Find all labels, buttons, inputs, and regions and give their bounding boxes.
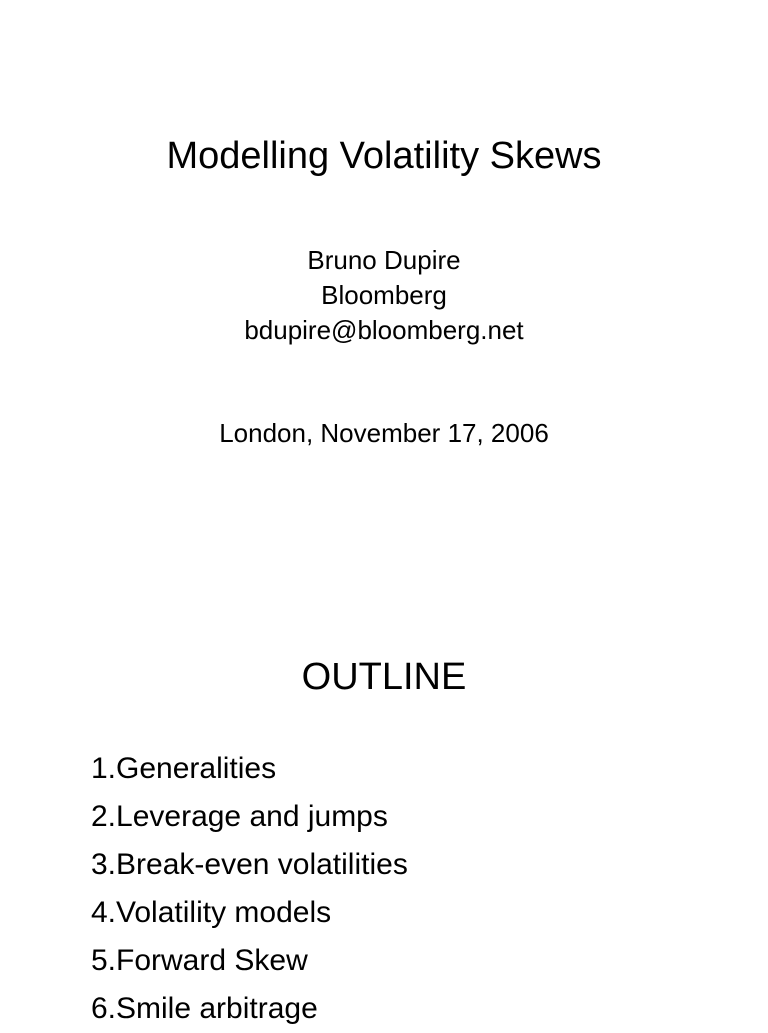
author-block xyxy=(0,243,768,348)
outline-item-smile-arbitrage: 6.Smile arbitrage xyxy=(91,992,318,1025)
outline-heading: OUTLINE xyxy=(301,656,467,698)
outline-item-volatility-models: 4.Volatility models xyxy=(91,896,332,929)
event-location-date: London, November 17, 2006 xyxy=(219,418,549,448)
outline-item-forward-skew: 5.Forward Skew xyxy=(91,944,308,977)
author-affiliation: Bloomberg xyxy=(321,280,447,310)
outline-item-generalities: 1.Generalities xyxy=(91,752,277,785)
outline-list xyxy=(91,745,408,1033)
outline-item-break-even-volatilities: 3.Break-even volatilities xyxy=(91,848,408,881)
author-name: Bruno Dupire xyxy=(307,245,461,275)
outline-item-leverage-and-jumps: 2.Leverage and jumps xyxy=(91,800,388,833)
slide-title: Modelling Volatility Skews xyxy=(166,135,602,177)
author-email: bdupire@bloomberg.net xyxy=(244,315,524,345)
